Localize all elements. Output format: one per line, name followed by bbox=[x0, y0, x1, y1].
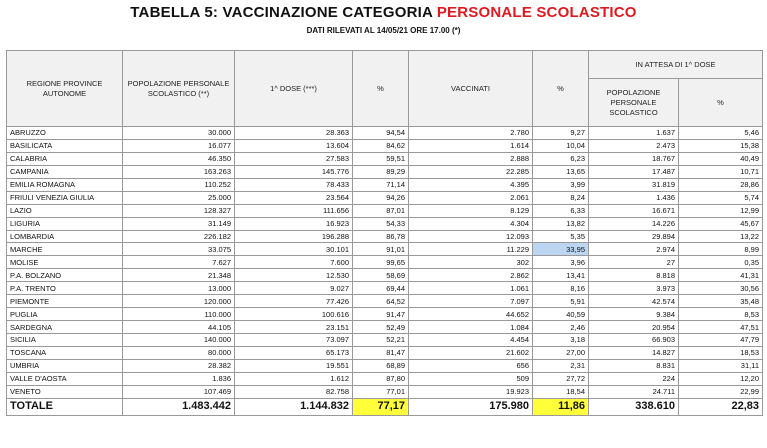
cell-pct-waiting: 8,99 bbox=[679, 243, 763, 256]
cell-waiting: 16.671 bbox=[589, 204, 679, 217]
cell-vaccinated: 7.097 bbox=[409, 295, 533, 308]
cell-vaccinated: 19.923 bbox=[409, 385, 533, 398]
table-row bbox=[7, 204, 763, 217]
cell-pct-waiting: 12,99 bbox=[679, 204, 763, 217]
cell-pct-first-dose: 58,69 bbox=[353, 269, 409, 282]
cell-waiting: 66.903 bbox=[589, 334, 679, 347]
cell-waiting: 17.487 bbox=[589, 165, 679, 178]
cell-vaccinated: 4.304 bbox=[409, 217, 533, 230]
cell-population: 25.000 bbox=[123, 191, 235, 204]
cell-region: ABRUZZO bbox=[7, 127, 123, 140]
cell-waiting: 8.831 bbox=[589, 359, 679, 372]
table-body bbox=[7, 127, 763, 399]
table-row bbox=[7, 230, 763, 243]
cell-pct-vaccinated: 18,54 bbox=[533, 385, 589, 398]
total-row bbox=[7, 398, 763, 415]
header-vaccinated: VACCINATI bbox=[409, 51, 533, 127]
cell-vaccinated: 12.093 bbox=[409, 230, 533, 243]
cell-vaccinated: 2.061 bbox=[409, 191, 533, 204]
total-first-dose: 1.144.832 bbox=[235, 398, 353, 415]
cell-population: 1.836 bbox=[123, 372, 235, 385]
table-row bbox=[7, 269, 763, 282]
cell-pct-vaccinated: 8,24 bbox=[533, 191, 589, 204]
cell-vaccinated: 1.061 bbox=[409, 282, 533, 295]
cell-waiting: 24.711 bbox=[589, 385, 679, 398]
cell-pct-waiting: 31,11 bbox=[679, 359, 763, 372]
cell-vaccinated: 22.285 bbox=[409, 165, 533, 178]
table-row bbox=[7, 152, 763, 165]
cell-pct-vaccinated: 27,72 bbox=[533, 372, 589, 385]
cell-first-dose: 28.363 bbox=[235, 127, 353, 140]
cell-pct-vaccinated: 13,41 bbox=[533, 269, 589, 282]
cell-first-dose: 65.173 bbox=[235, 346, 353, 359]
cell-population: 128.327 bbox=[123, 204, 235, 217]
cell-pct-waiting: 41,31 bbox=[679, 269, 763, 282]
cell-pct-waiting: 10,71 bbox=[679, 165, 763, 178]
table-row bbox=[7, 334, 763, 347]
table-row bbox=[7, 372, 763, 385]
cell-pct-waiting: 5,46 bbox=[679, 127, 763, 140]
header-region: REGIONE PROVINCE AUTONOME bbox=[7, 51, 123, 127]
cell-pct-waiting: 15,38 bbox=[679, 139, 763, 152]
cell-population: 107.469 bbox=[123, 385, 235, 398]
cell-pct-vaccinated: 5,35 bbox=[533, 230, 589, 243]
cell-population: 163.263 bbox=[123, 165, 235, 178]
cell-pct-first-dose: 84,62 bbox=[353, 139, 409, 152]
cell-first-dose: 100.616 bbox=[235, 308, 353, 321]
cell-vaccinated: 1.084 bbox=[409, 321, 533, 334]
cell-pct-vaccinated: 33,95 bbox=[533, 243, 589, 256]
cell-first-dose: 23.151 bbox=[235, 321, 353, 334]
cell-first-dose: 7.600 bbox=[235, 256, 353, 269]
table-row bbox=[7, 217, 763, 230]
cell-pct-waiting: 5,74 bbox=[679, 191, 763, 204]
cell-vaccinated: 509 bbox=[409, 372, 533, 385]
cell-population: 80.000 bbox=[123, 346, 235, 359]
cell-region: EMILIA ROMAGNA bbox=[7, 178, 123, 191]
table-row bbox=[7, 256, 763, 269]
cell-population: 30.000 bbox=[123, 127, 235, 140]
cell-population: 13.000 bbox=[123, 282, 235, 295]
cell-population: 7.627 bbox=[123, 256, 235, 269]
total-vaccinated: 175.980 bbox=[409, 398, 533, 415]
cell-waiting: 14.226 bbox=[589, 217, 679, 230]
cell-region: SICILIA bbox=[7, 334, 123, 347]
table-row bbox=[7, 359, 763, 372]
cell-pct-vaccinated: 10,04 bbox=[533, 139, 589, 152]
header-pct-waiting: % bbox=[679, 79, 763, 127]
cell-pct-first-dose: 64,52 bbox=[353, 295, 409, 308]
cell-waiting: 224 bbox=[589, 372, 679, 385]
cell-pct-first-dose: 94,54 bbox=[353, 127, 409, 140]
cell-population: 226.182 bbox=[123, 230, 235, 243]
cell-pct-waiting: 40,49 bbox=[679, 152, 763, 165]
cell-waiting: 42.574 bbox=[589, 295, 679, 308]
cell-first-dose: 16.923 bbox=[235, 217, 353, 230]
header-first-dose: 1^ DOSE (***) bbox=[235, 51, 353, 127]
cell-region: BASILICATA bbox=[7, 139, 123, 152]
cell-population: 16.077 bbox=[123, 139, 235, 152]
cell-region: LOMBARDIA bbox=[7, 230, 123, 243]
cell-region: TOSCANA bbox=[7, 346, 123, 359]
cell-pct-first-dose: 86,78 bbox=[353, 230, 409, 243]
cell-vaccinated: 11.229 bbox=[409, 243, 533, 256]
total-pct-waiting: 22,83 bbox=[679, 398, 763, 415]
cell-pct-vaccinated: 40,59 bbox=[533, 308, 589, 321]
cell-vaccinated: 8.129 bbox=[409, 204, 533, 217]
total-pct-first-dose: 77,17 bbox=[353, 398, 409, 415]
cell-first-dose: 13.604 bbox=[235, 139, 353, 152]
cell-waiting: 27 bbox=[589, 256, 679, 269]
cell-waiting: 1.637 bbox=[589, 127, 679, 140]
cell-region: SARDEGNA bbox=[7, 321, 123, 334]
cell-first-dose: 23.564 bbox=[235, 191, 353, 204]
cell-vaccinated: 2.888 bbox=[409, 152, 533, 165]
cell-pct-vaccinated: 13,65 bbox=[533, 165, 589, 178]
cell-waiting: 2.974 bbox=[589, 243, 679, 256]
cell-population: 31.149 bbox=[123, 217, 235, 230]
table-row bbox=[7, 127, 763, 140]
title-main: TABELLA 5: VACCINAZIONE CATEGORIA bbox=[130, 4, 433, 21]
cell-pct-first-dose: 54,33 bbox=[353, 217, 409, 230]
table-subtitle: DATI RILEVATI AL 14/05/21 ORE 17.00 (*) bbox=[306, 26, 461, 35]
cell-region: LIGURIA bbox=[7, 217, 123, 230]
cell-pct-waiting: 35,48 bbox=[679, 295, 763, 308]
cell-first-dose: 1.612 bbox=[235, 372, 353, 385]
cell-pct-vaccinated: 3,96 bbox=[533, 256, 589, 269]
cell-waiting: 9.384 bbox=[589, 308, 679, 321]
table-row bbox=[7, 295, 763, 308]
cell-pct-first-dose: 89,29 bbox=[353, 165, 409, 178]
cell-vaccinated: 2.780 bbox=[409, 127, 533, 140]
header-waiting-population: POPOLAZIONE PERSONALE SCOLASTICO bbox=[589, 79, 679, 127]
cell-pct-vaccinated: 9,27 bbox=[533, 127, 589, 140]
cell-pct-waiting: 30,56 bbox=[679, 282, 763, 295]
cell-first-dose: 82.758 bbox=[235, 385, 353, 398]
vaccination-table bbox=[6, 50, 763, 416]
cell-first-dose: 73.097 bbox=[235, 334, 353, 347]
cell-waiting: 2.473 bbox=[589, 139, 679, 152]
header-population: POPOLAZIONE PERSONALE SCOLASTICO (**) bbox=[123, 51, 235, 127]
cell-first-dose: 145.776 bbox=[235, 165, 353, 178]
cell-first-dose: 111.656 bbox=[235, 204, 353, 217]
cell-pct-first-dose: 91,47 bbox=[353, 308, 409, 321]
cell-pct-first-dose: 77,01 bbox=[353, 385, 409, 398]
total-pct-vaccinated: 11,86 bbox=[533, 398, 589, 415]
cell-vaccinated: 2.862 bbox=[409, 269, 533, 282]
cell-region: VALLE D'AOSTA bbox=[7, 372, 123, 385]
cell-population: 110.252 bbox=[123, 178, 235, 191]
cell-population: 140.000 bbox=[123, 334, 235, 347]
cell-waiting: 3.973 bbox=[589, 282, 679, 295]
cell-first-dose: 196.288 bbox=[235, 230, 353, 243]
cell-vaccinated: 21.602 bbox=[409, 346, 533, 359]
cell-waiting: 14.827 bbox=[589, 346, 679, 359]
cell-region: MARCHE bbox=[7, 243, 123, 256]
cell-vaccinated: 44.652 bbox=[409, 308, 533, 321]
cell-first-dose: 9.027 bbox=[235, 282, 353, 295]
cell-pct-first-dose: 71,14 bbox=[353, 178, 409, 191]
table-row bbox=[7, 139, 763, 152]
total-label: TOTALE bbox=[7, 398, 123, 415]
table-row bbox=[7, 243, 763, 256]
cell-population: 33.075 bbox=[123, 243, 235, 256]
cell-first-dose: 78.433 bbox=[235, 178, 353, 191]
cell-vaccinated: 4.454 bbox=[409, 334, 533, 347]
cell-pct-waiting: 18,53 bbox=[679, 346, 763, 359]
cell-region: MOLISE bbox=[7, 256, 123, 269]
cell-waiting: 18.767 bbox=[589, 152, 679, 165]
cell-region: VENETO bbox=[7, 385, 123, 398]
cell-population: 28.382 bbox=[123, 359, 235, 372]
cell-first-dose: 77.426 bbox=[235, 295, 353, 308]
cell-region: P.A. BOLZANO bbox=[7, 269, 123, 282]
cell-pct-waiting: 8,53 bbox=[679, 308, 763, 321]
cell-first-dose: 30.101 bbox=[235, 243, 353, 256]
cell-pct-first-dose: 91,01 bbox=[353, 243, 409, 256]
cell-region: P.A. TRENTO bbox=[7, 282, 123, 295]
cell-population: 46.350 bbox=[123, 152, 235, 165]
cell-pct-first-dose: 52,21 bbox=[353, 334, 409, 347]
cell-pct-vaccinated: 6,23 bbox=[533, 152, 589, 165]
cell-pct-vaccinated: 3,99 bbox=[533, 178, 589, 191]
cell-pct-waiting: 45,67 bbox=[679, 217, 763, 230]
cell-population: 110.000 bbox=[123, 308, 235, 321]
cell-region: PIEMONTE bbox=[7, 295, 123, 308]
cell-waiting: 31.819 bbox=[589, 178, 679, 191]
cell-pct-vaccinated: 2,46 bbox=[533, 321, 589, 334]
cell-pct-waiting: 12,20 bbox=[679, 372, 763, 385]
total-waiting: 338.610 bbox=[589, 398, 679, 415]
cell-waiting: 29.894 bbox=[589, 230, 679, 243]
cell-waiting: 1.436 bbox=[589, 191, 679, 204]
table-row bbox=[7, 191, 763, 204]
cell-region: CAMPANIA bbox=[7, 165, 123, 178]
cell-pct-vaccinated: 13,82 bbox=[533, 217, 589, 230]
cell-pct-waiting: 28,86 bbox=[679, 178, 763, 191]
table-title bbox=[0, 4, 767, 21]
cell-region: FRIULI VENEZIA GIULIA bbox=[7, 191, 123, 204]
cell-pct-vaccinated: 8,16 bbox=[533, 282, 589, 295]
cell-pct-first-dose: 69,44 bbox=[353, 282, 409, 295]
table-row bbox=[7, 178, 763, 191]
cell-first-dose: 12.530 bbox=[235, 269, 353, 282]
cell-vaccinated: 1.614 bbox=[409, 139, 533, 152]
cell-pct-first-dose: 59,51 bbox=[353, 152, 409, 165]
cell-region: UMBRIA bbox=[7, 359, 123, 372]
cell-population: 44.105 bbox=[123, 321, 235, 334]
table-row bbox=[7, 321, 763, 334]
table-row bbox=[7, 165, 763, 178]
title-accent: PERSONALE SCOLASTICO bbox=[436, 4, 637, 21]
cell-pct-vaccinated: 2,31 bbox=[533, 359, 589, 372]
cell-vaccinated: 302 bbox=[409, 256, 533, 269]
cell-pct-first-dose: 87,01 bbox=[353, 204, 409, 217]
table-row bbox=[7, 385, 763, 398]
cell-pct-first-dose: 68,89 bbox=[353, 359, 409, 372]
cell-vaccinated: 4.395 bbox=[409, 178, 533, 191]
cell-region: LAZIO bbox=[7, 204, 123, 217]
table-row bbox=[7, 308, 763, 321]
cell-pct-vaccinated: 5,91 bbox=[533, 295, 589, 308]
cell-pct-first-dose: 52,49 bbox=[353, 321, 409, 334]
cell-region: PUGLIA bbox=[7, 308, 123, 321]
table-row bbox=[7, 282, 763, 295]
table-row bbox=[7, 346, 763, 359]
cell-pct-waiting: 13,22 bbox=[679, 230, 763, 243]
cell-waiting: 20.954 bbox=[589, 321, 679, 334]
header-waiting-group: IN ATTESA DI 1^ DOSE bbox=[589, 51, 763, 79]
cell-pct-first-dose: 99,65 bbox=[353, 256, 409, 269]
header-pct-first-dose: % bbox=[353, 51, 409, 127]
cell-pct-waiting: 47,51 bbox=[679, 321, 763, 334]
cell-pct-vaccinated: 27,00 bbox=[533, 346, 589, 359]
total-population: 1.483.442 bbox=[123, 398, 235, 415]
cell-population: 120.000 bbox=[123, 295, 235, 308]
cell-pct-first-dose: 81,47 bbox=[353, 346, 409, 359]
cell-population: 21.348 bbox=[123, 269, 235, 282]
cell-pct-first-dose: 94,26 bbox=[353, 191, 409, 204]
cell-region: CALABRIA bbox=[7, 152, 123, 165]
cell-vaccinated: 656 bbox=[409, 359, 533, 372]
cell-pct-vaccinated: 3,18 bbox=[533, 334, 589, 347]
cell-waiting: 8.818 bbox=[589, 269, 679, 282]
cell-pct-waiting: 47,79 bbox=[679, 334, 763, 347]
header-pct-vaccinated: % bbox=[533, 51, 589, 127]
cell-pct-first-dose: 87,80 bbox=[353, 372, 409, 385]
cell-first-dose: 27.583 bbox=[235, 152, 353, 165]
cell-pct-waiting: 0,35 bbox=[679, 256, 763, 269]
cell-pct-vaccinated: 6,33 bbox=[533, 204, 589, 217]
cell-first-dose: 19.551 bbox=[235, 359, 353, 372]
cell-pct-waiting: 22,99 bbox=[679, 385, 763, 398]
